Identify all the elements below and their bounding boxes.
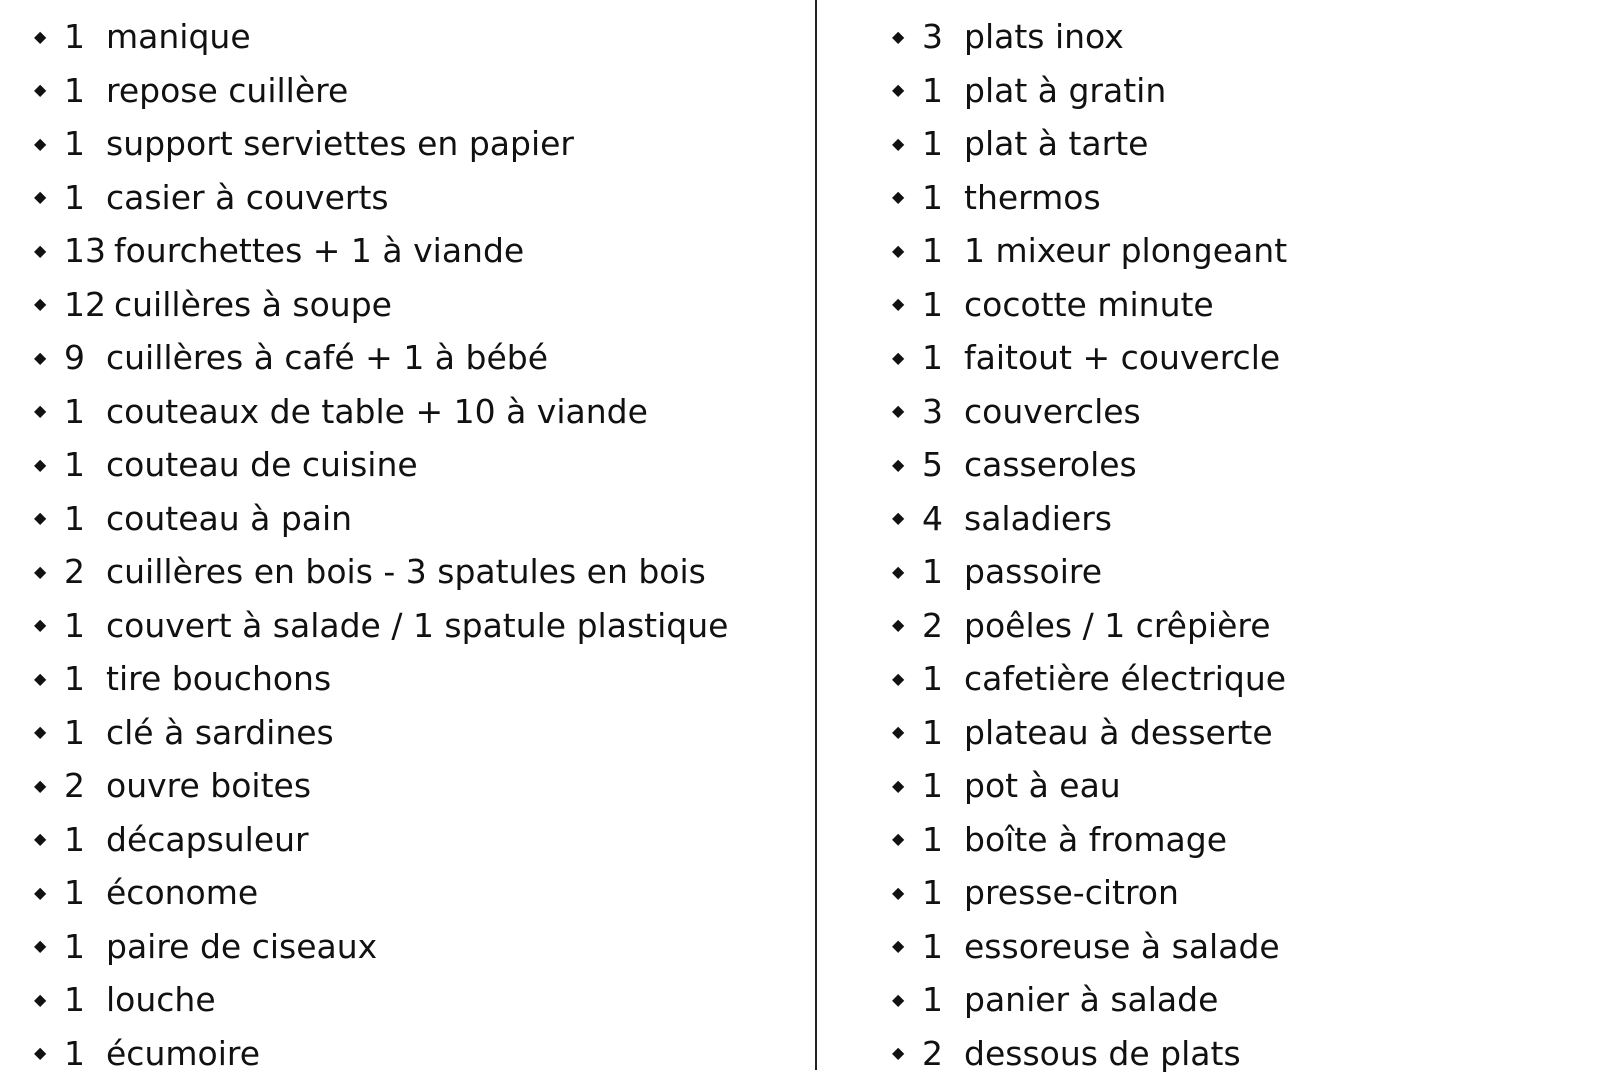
bullet-icon: ◆ — [892, 350, 922, 366]
item-quantity: 3 — [922, 20, 964, 53]
list-item — [892, 331, 1592, 385]
item-quantity: 1 — [64, 74, 106, 107]
list-item — [34, 652, 794, 706]
item-quantity: 1 — [922, 662, 964, 695]
bullet-icon: ◆ — [892, 136, 922, 152]
list-item — [34, 10, 794, 64]
list-item — [892, 599, 1592, 653]
item-label: dessous de plats — [964, 1037, 1241, 1070]
item-label: plats inox — [964, 20, 1124, 53]
item-label: repose cuillère — [106, 74, 348, 107]
bullet-icon: ◆ — [34, 136, 64, 152]
bullet-icon: ◆ — [34, 831, 64, 847]
item-label: plateau à desserte — [964, 716, 1273, 749]
item-quantity: 1 — [64, 823, 106, 856]
item-quantity: 1 — [64, 930, 106, 963]
item-label: passoire — [964, 555, 1102, 588]
list-item — [892, 117, 1592, 171]
item-quantity: 1 — [64, 20, 106, 53]
item-label: clé à sardines — [106, 716, 334, 749]
item-label: couvert à salade / 1 spatule plastique — [106, 609, 728, 642]
item-quantity: 1 — [922, 288, 964, 321]
list-item — [892, 866, 1592, 920]
item-quantity: 1 — [64, 127, 106, 160]
item-label: cocotte minute — [964, 288, 1214, 321]
item-quantity: 1 — [64, 876, 106, 909]
item-label: économe — [106, 876, 258, 909]
bullet-icon: ◆ — [892, 778, 922, 794]
list-item — [892, 813, 1592, 867]
item-quantity: 1 — [922, 234, 964, 267]
column-divider — [815, 0, 817, 1070]
bullet-icon: ◆ — [892, 564, 922, 580]
item-label: couteaux de table + 10 à viande — [106, 395, 648, 428]
item-quantity: 1 — [922, 555, 964, 588]
item-quantity: 1 — [922, 930, 964, 963]
list-item — [892, 224, 1592, 278]
item-quantity: 3 — [922, 395, 964, 428]
item-label: essoreuse à salade — [964, 930, 1280, 963]
list-item — [892, 171, 1592, 225]
list-item — [34, 545, 794, 599]
list-item — [892, 973, 1592, 1027]
item-quantity: 1 — [922, 127, 964, 160]
list-item — [34, 599, 794, 653]
list-item — [34, 171, 794, 225]
list-item — [34, 224, 794, 278]
list-item — [34, 492, 794, 546]
list-item — [34, 1027, 794, 1080]
list-item — [34, 438, 794, 492]
list-item — [34, 64, 794, 118]
bullet-icon: ◆ — [892, 831, 922, 847]
item-quantity: 1 — [922, 983, 964, 1016]
list-item — [892, 706, 1592, 760]
item-label: couteau de cuisine — [106, 448, 418, 481]
bullet-icon: ◆ — [34, 82, 64, 98]
item-quantity: 1 — [922, 769, 964, 802]
bullet-icon: ◆ — [892, 1045, 922, 1061]
bullet-icon: ◆ — [892, 403, 922, 419]
item-quantity: 1 — [922, 716, 964, 749]
item-label: tire bouchons — [106, 662, 331, 695]
list-item — [34, 278, 794, 332]
bullet-icon: ◆ — [892, 296, 922, 312]
item-quantity: 1 — [922, 823, 964, 856]
item-label: saladiers — [964, 502, 1112, 535]
list-item — [892, 10, 1592, 64]
item-label: couteau à pain — [106, 502, 352, 535]
item-quantity: 1 — [64, 502, 106, 535]
bullet-icon: ◆ — [34, 724, 64, 740]
item-label: manique — [106, 20, 251, 53]
list-item — [892, 492, 1592, 546]
item-label: presse-citron — [964, 876, 1179, 909]
item-label: support serviettes en papier — [106, 127, 574, 160]
list-item — [34, 973, 794, 1027]
item-quantity: 1 — [922, 181, 964, 214]
bullet-icon: ◆ — [34, 992, 64, 1008]
list-item — [34, 759, 794, 813]
list-item — [892, 652, 1592, 706]
bullet-icon: ◆ — [892, 992, 922, 1008]
bullet-icon: ◆ — [892, 243, 922, 259]
bullet-icon: ◆ — [34, 778, 64, 794]
item-quantity: 5 — [922, 448, 964, 481]
item-quantity: 12 — [64, 288, 114, 321]
item-quantity: 1 — [64, 983, 106, 1016]
bullet-icon: ◆ — [892, 189, 922, 205]
list-item — [892, 545, 1592, 599]
item-label: plat à gratin — [964, 74, 1166, 107]
item-quantity: 1 — [922, 876, 964, 909]
item-label: panier à salade — [964, 983, 1218, 1016]
item-label: cafetière électrique — [964, 662, 1286, 695]
item-quantity: 1 — [64, 395, 106, 428]
bullet-icon: ◆ — [34, 457, 64, 473]
right-item-list — [892, 10, 1592, 1080]
item-quantity: 1 — [64, 662, 106, 695]
list-item — [34, 866, 794, 920]
item-quantity: 1 — [64, 1037, 106, 1070]
item-label: ouvre boites — [106, 769, 311, 802]
item-label: faitout + couvercle — [964, 341, 1280, 374]
item-label: poêles / 1 crêpière — [964, 609, 1271, 642]
item-quantity: 4 — [922, 502, 964, 535]
item-label: thermos — [964, 181, 1101, 214]
item-quantity: 1 — [922, 74, 964, 107]
bullet-icon: ◆ — [892, 938, 922, 954]
item-label: louche — [106, 983, 216, 1016]
item-label: cuillères à café + 1 à bébé — [106, 341, 548, 374]
bullet-icon: ◆ — [892, 510, 922, 526]
list-item — [34, 920, 794, 974]
item-quantity: 2 — [922, 609, 964, 642]
item-label: cuillères en bois - 3 spatules en bois — [106, 555, 706, 588]
bullet-icon: ◆ — [34, 350, 64, 366]
item-label: 1 mixeur plongeant — [964, 234, 1287, 267]
list-item — [892, 759, 1592, 813]
list-item — [34, 331, 794, 385]
list-item — [34, 706, 794, 760]
list-item — [892, 1027, 1592, 1080]
item-label: couvercles — [964, 395, 1141, 428]
list-item — [34, 813, 794, 867]
bullet-icon: ◆ — [34, 243, 64, 259]
list-item — [892, 438, 1592, 492]
item-label: casier à couverts — [106, 181, 389, 214]
item-quantity: 9 — [64, 341, 106, 374]
item-quantity: 1 — [64, 716, 106, 749]
list-item — [892, 920, 1592, 974]
bullet-icon: ◆ — [892, 671, 922, 687]
item-label: décapsuleur — [106, 823, 309, 856]
item-quantity: 1 — [64, 609, 106, 642]
item-label: plat à tarte — [964, 127, 1148, 160]
item-label: paire de ciseaux — [106, 930, 377, 963]
bullet-icon: ◆ — [34, 564, 64, 580]
bullet-icon: ◆ — [34, 1045, 64, 1061]
bullet-icon: ◆ — [34, 671, 64, 687]
item-label: écumoire — [106, 1037, 260, 1070]
item-quantity: 1 — [922, 341, 964, 374]
left-item-list — [34, 10, 794, 1080]
bullet-icon: ◆ — [892, 724, 922, 740]
bullet-icon: ◆ — [892, 82, 922, 98]
item-quantity: 2 — [922, 1037, 964, 1070]
bullet-icon: ◆ — [34, 885, 64, 901]
item-quantity: 1 — [64, 181, 106, 214]
bullet-icon: ◆ — [892, 457, 922, 473]
item-label: pot à eau — [964, 769, 1121, 802]
item-label: cuillères à soupe — [114, 288, 392, 321]
list-item — [34, 117, 794, 171]
list-item — [892, 278, 1592, 332]
list-item — [892, 64, 1592, 118]
bullet-icon: ◆ — [892, 885, 922, 901]
bullet-icon: ◆ — [34, 296, 64, 312]
item-label: casseroles — [964, 448, 1137, 481]
item-label: boîte à fromage — [964, 823, 1227, 856]
bullet-icon: ◆ — [34, 189, 64, 205]
item-quantity: 2 — [64, 769, 106, 802]
item-quantity: 2 — [64, 555, 106, 588]
bullet-icon: ◆ — [892, 29, 922, 45]
bullet-icon: ◆ — [892, 617, 922, 633]
item-quantity: 13 — [64, 234, 114, 267]
item-quantity: 1 — [64, 448, 106, 481]
bullet-icon: ◆ — [34, 403, 64, 419]
item-label: fourchettes + 1 à viande — [114, 234, 524, 267]
bullet-icon: ◆ — [34, 938, 64, 954]
list-item — [892, 385, 1592, 439]
bullet-icon: ◆ — [34, 510, 64, 526]
list-item — [34, 385, 794, 439]
bullet-icon: ◆ — [34, 29, 64, 45]
bullet-icon: ◆ — [34, 617, 64, 633]
